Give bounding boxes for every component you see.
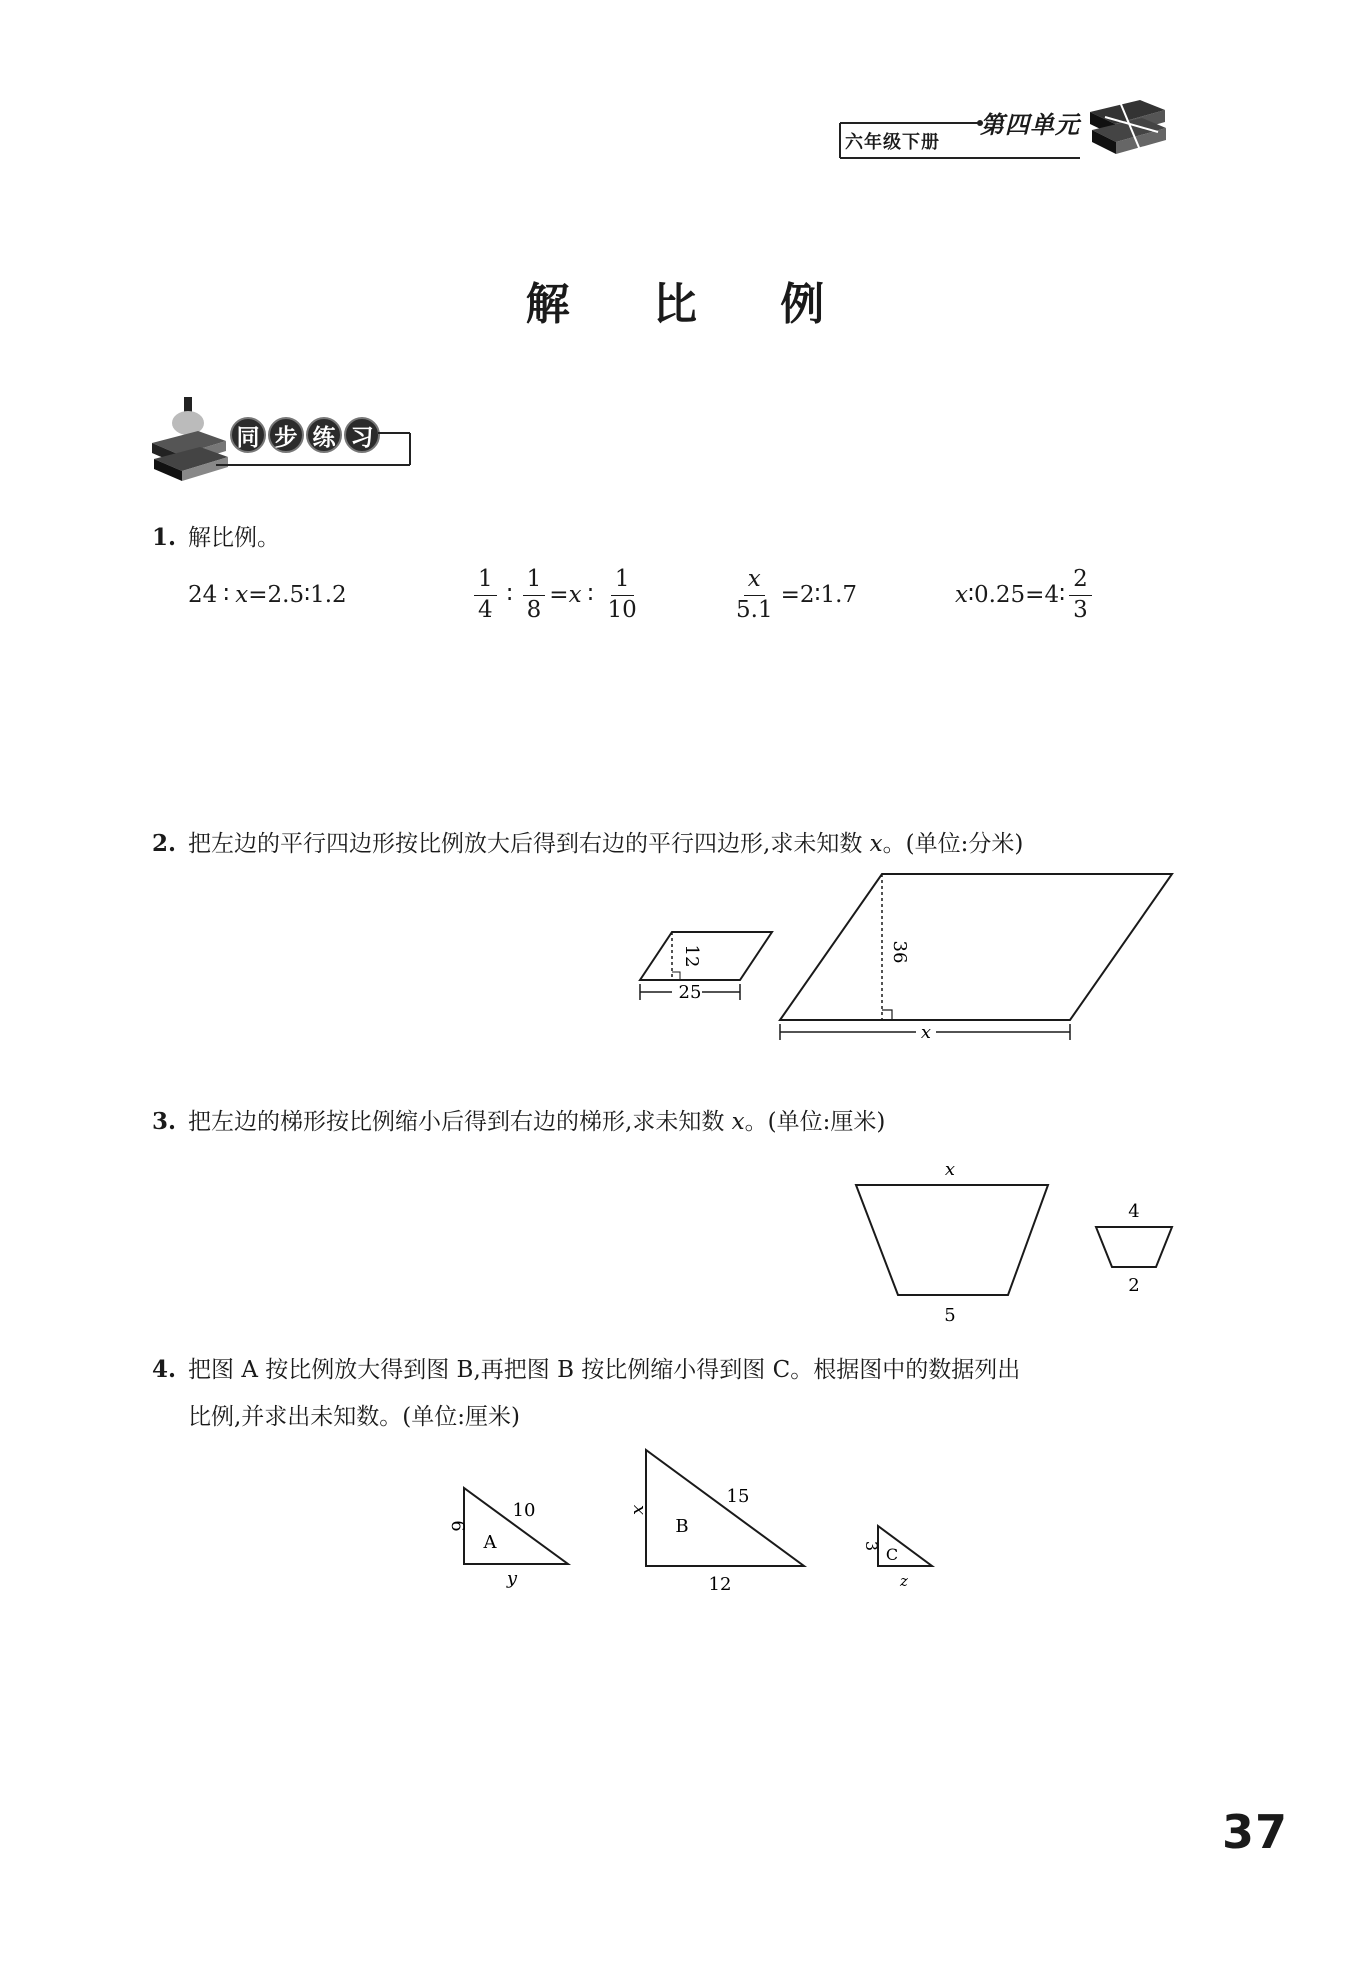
q4-figure	[430, 1440, 950, 1600]
eq2-colon: ∶	[587, 582, 594, 609]
numerator: 2	[1069, 565, 1092, 596]
fraction	[474, 565, 497, 626]
section-underline	[148, 395, 423, 485]
large-parallelogram	[780, 874, 1172, 1043]
small-height-label: 12	[681, 944, 702, 968]
fraction	[604, 565, 641, 626]
question-4	[152, 1350, 1192, 1390]
question-variable: x	[869, 831, 883, 857]
question-4-continued: 比例,并求出未知数。(单位:厘米)	[188, 1404, 521, 1430]
question-unit: 。(单位:厘米)	[744, 1109, 886, 1135]
eq2-x: x	[568, 582, 582, 609]
section-char: 练	[306, 417, 342, 453]
triangle-c	[862, 1526, 932, 1590]
fraction	[1069, 565, 1092, 626]
small-bottom-label: 2	[1128, 1275, 1140, 1296]
triangle-a	[447, 1488, 568, 1589]
section-heading	[148, 395, 423, 485]
small-top-label: 4	[1128, 1201, 1140, 1222]
eq1-colon: ∶	[223, 582, 230, 608]
numerator: 1	[523, 565, 546, 596]
large-top-label: x	[944, 1159, 956, 1180]
question-1	[152, 518, 280, 558]
large-height-label: 36	[889, 940, 910, 964]
equation-4	[955, 565, 1096, 626]
fraction	[732, 565, 777, 626]
triangle-b-base: 12	[708, 1574, 732, 1595]
small-trapezoid	[1096, 1201, 1172, 1296]
denominator: 8	[526, 596, 542, 623]
grade-label: 六年级下册	[845, 132, 940, 153]
eq2-colon: ∶	[506, 582, 513, 609]
numerator: 1	[611, 565, 634, 596]
large-trapezoid	[856, 1159, 1048, 1326]
equation-3	[728, 565, 857, 626]
denominator: 5.1	[736, 596, 773, 623]
section-char: 同	[230, 417, 266, 453]
unit-title-text: 第四单元	[980, 111, 1080, 139]
section-char: 习	[344, 417, 380, 453]
triangle-a-label: A	[483, 1532, 497, 1553]
eq4-x: x	[955, 582, 968, 609]
numerator: x	[744, 565, 765, 596]
question-text: 把图 A 按比例放大得到图 B,再把图 B 按比例缩小得到图 C。根据图中的数据列出	[188, 1357, 1021, 1383]
triangle-b-hyp: 15	[726, 1486, 750, 1507]
numerator: 1	[474, 565, 497, 596]
triangle-a-base: y	[506, 1568, 518, 1589]
eq3-rest: =2∶1.7	[780, 582, 858, 609]
question-text: 把左边的平行四边形按比例放大后得到右边的平行四边形,求未知数	[188, 831, 863, 857]
eq1-a: 24	[188, 582, 218, 608]
triangle-b	[629, 1450, 804, 1595]
question-2	[152, 824, 1023, 864]
triangle-b-leg: x	[629, 1504, 650, 1516]
triangle-b-label: B	[675, 1516, 689, 1537]
triangle-c-leg: 3	[862, 1540, 881, 1552]
question-variable: x	[731, 1109, 745, 1135]
page-title: 解 比 例	[525, 279, 859, 330]
triangle-c-label: C	[885, 1545, 899, 1564]
large-bottom-label: 5	[944, 1305, 956, 1326]
unit-title	[980, 105, 1080, 140]
eq1-rest: =2.5∶1.2	[248, 582, 347, 608]
book-stack-icon	[1080, 92, 1170, 172]
eq2-equals: =	[549, 582, 569, 609]
page-number: 37	[1222, 1805, 1289, 1859]
q3-figure	[840, 1155, 1190, 1330]
question-unit: 。(单位:分米)	[882, 831, 1024, 857]
small-parallelogram	[640, 932, 772, 1003]
question-number: 4.	[152, 1356, 177, 1383]
question-number: 1.	[152, 524, 177, 551]
small-base-label: 25	[678, 982, 702, 1003]
denominator: 4	[478, 596, 493, 623]
question-text: 把左边的梯形按比例缩小后得到右边的梯形,求未知数	[188, 1109, 725, 1135]
triangle-a-leg: 6	[447, 1520, 468, 1532]
equation-2	[470, 565, 645, 626]
eq4-mid: ∶0.25=4∶	[967, 582, 1066, 609]
large-base-label: x	[920, 1022, 932, 1043]
denominator: 10	[607, 596, 637, 623]
question-3	[152, 1102, 885, 1142]
section-char: 步	[268, 417, 304, 453]
fraction	[523, 565, 546, 626]
triangle-c-base: z	[900, 1572, 908, 1590]
question-text: 解比例。	[188, 525, 281, 551]
eq1-x: x	[235, 582, 249, 608]
equation-1	[188, 582, 347, 608]
triangle-a-hyp: 10	[512, 1500, 536, 1521]
question-number: 2.	[152, 830, 177, 857]
q2-figure	[620, 860, 1180, 1060]
denominator: 3	[1073, 596, 1088, 623]
question-number: 3.	[152, 1108, 177, 1135]
